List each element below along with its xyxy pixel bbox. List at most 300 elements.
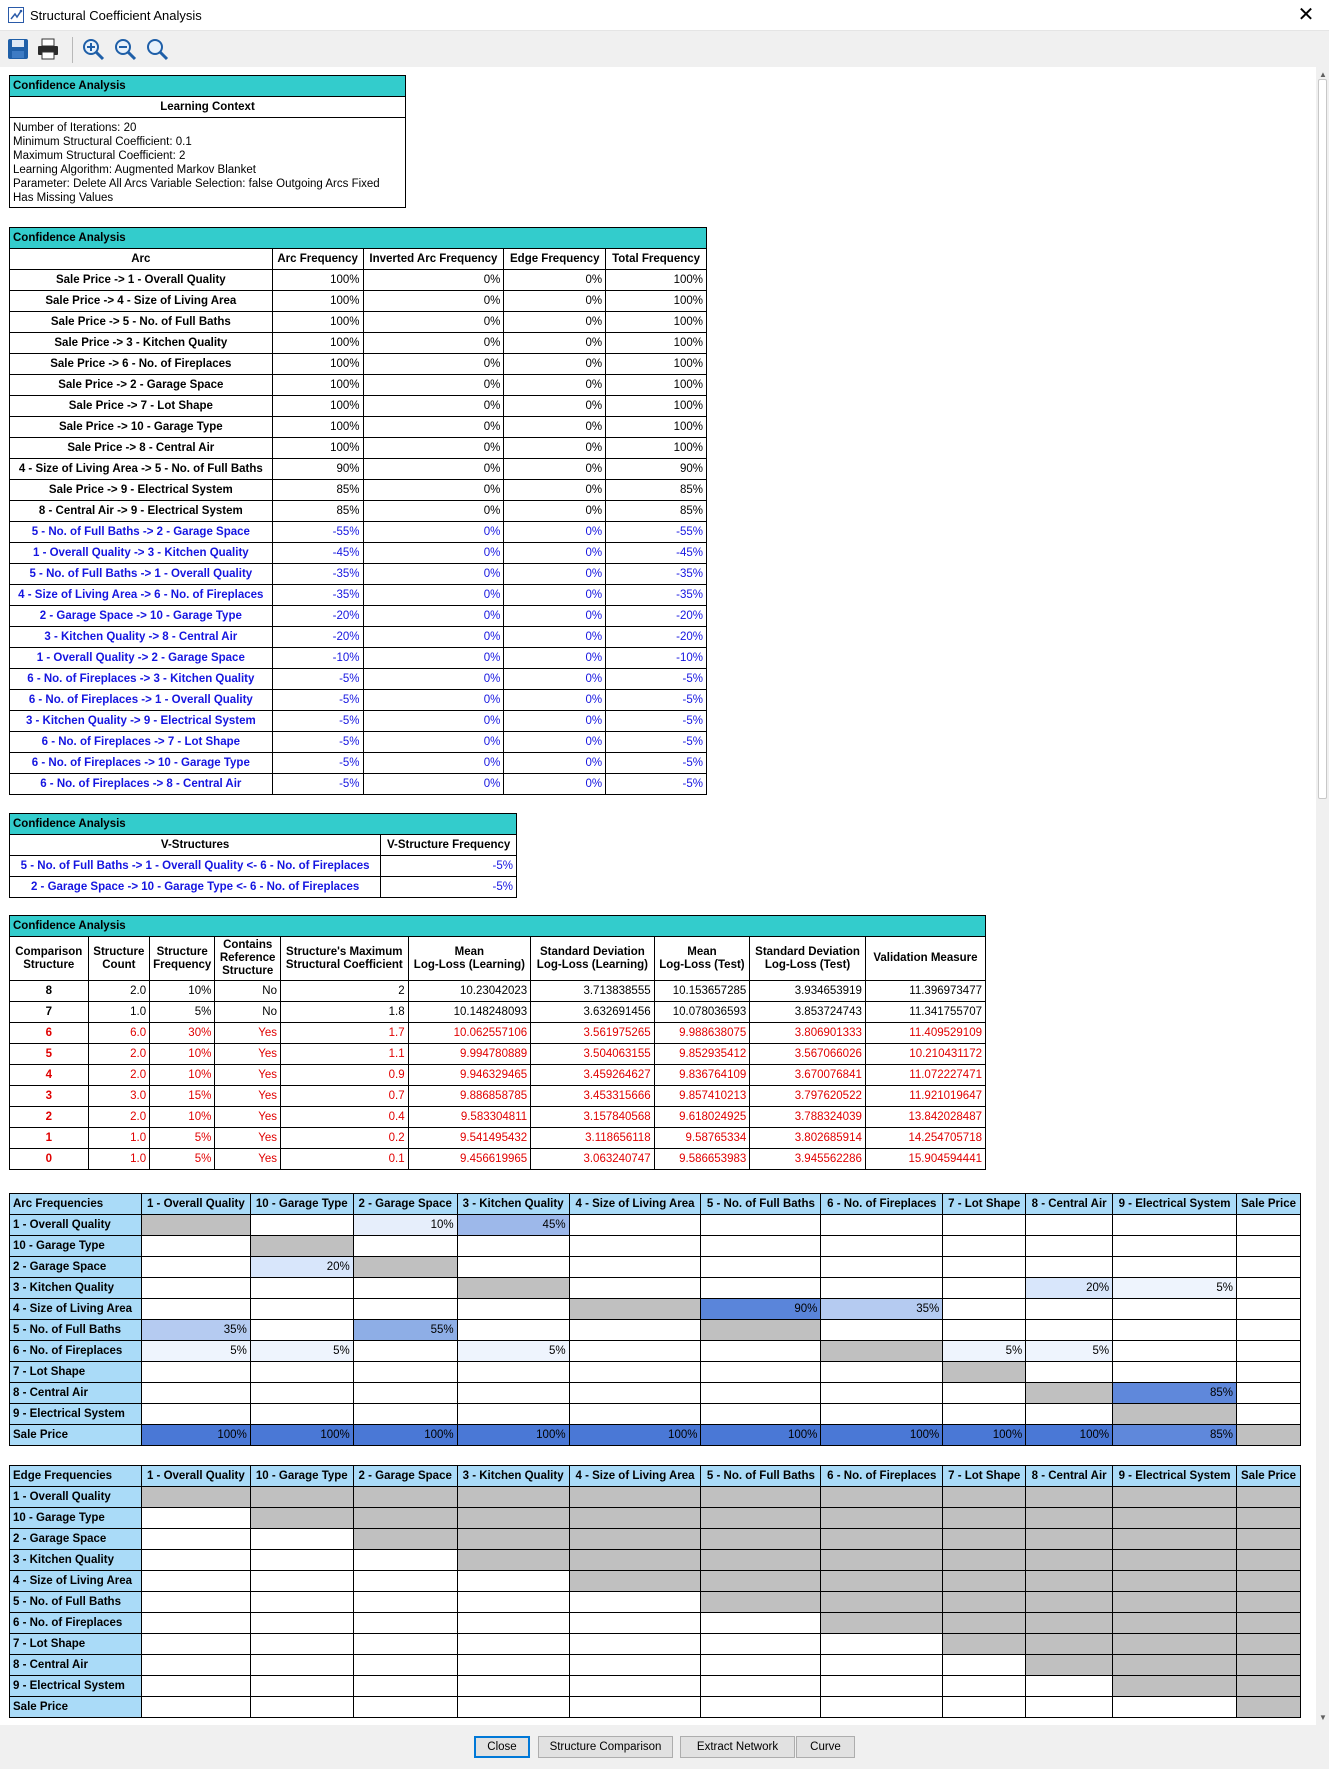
matrix-row xyxy=(10,1613,1301,1634)
matrix-cell xyxy=(821,1571,943,1592)
matrix-cell xyxy=(943,1320,1026,1341)
column-header-line: Log-Loss (Test) xyxy=(764,958,851,971)
total-frequency: -35% xyxy=(606,564,707,585)
total-frequency: -10% xyxy=(606,648,707,669)
matrix-cell xyxy=(821,1676,943,1697)
arc-label: 4 - Size of Living Area -> 6 - No. of Fireplaces xyxy=(10,585,273,606)
matrix-cell xyxy=(353,1592,457,1613)
matrix-column-header: 7 - Lot Shape xyxy=(943,1194,1026,1215)
matrix-cell xyxy=(821,1236,943,1257)
structure-row[interactable] xyxy=(10,981,986,1002)
matrix-cell: 100% xyxy=(943,1425,1026,1446)
arc-row xyxy=(10,480,707,501)
arc-label: Sale Price -> 1 - Overall Quality xyxy=(10,270,273,291)
matrix-cell xyxy=(701,1383,821,1404)
matrix-column-header: 1 - Overall Quality xyxy=(141,1466,250,1487)
zoom-in-icon[interactable] xyxy=(78,34,108,64)
inverted-arc-frequency: 0% xyxy=(363,417,504,438)
arc-row xyxy=(10,732,707,753)
matrix-cell xyxy=(353,1236,457,1257)
arc-label: Sale Price -> 2 - Garage Space xyxy=(10,375,273,396)
matrix-cell xyxy=(821,1613,943,1634)
total-frequency: -35% xyxy=(606,585,707,606)
matrix-cell xyxy=(1236,1215,1300,1236)
structure-row[interactable] xyxy=(10,1128,986,1149)
matrix-column-header: 4 - Size of Living Area xyxy=(569,1194,701,1215)
vertical-scrollbar[interactable] xyxy=(1316,67,1329,1725)
matrix-cell xyxy=(1113,1299,1237,1320)
matrix-cell xyxy=(943,1383,1026,1404)
arc-label: 8 - Central Air -> 9 - Electrical System xyxy=(10,501,273,522)
matrix-cell xyxy=(250,1592,353,1613)
matrix-cell xyxy=(821,1550,943,1571)
column-header-line: Contains xyxy=(223,939,273,951)
arc-confidence-table xyxy=(9,227,707,795)
matrix-row xyxy=(10,1571,1301,1592)
matrix-cell xyxy=(353,1697,457,1718)
arc-frequency: 100% xyxy=(272,354,363,375)
report-area xyxy=(0,67,1316,1725)
structure-cell: 3.063240747 xyxy=(531,1149,654,1170)
inverted-arc-frequency: 0% xyxy=(363,606,504,627)
matrix-cell: 5% xyxy=(943,1341,1026,1362)
matrix-cell xyxy=(943,1613,1026,1634)
column-header xyxy=(10,937,89,981)
matrix-row-label: 10 - Garage Type xyxy=(10,1236,142,1257)
zoom-fit-icon[interactable] xyxy=(142,34,172,64)
matrix-row-label: Sale Price xyxy=(10,1425,142,1446)
context-body xyxy=(10,118,406,208)
matrix-cell xyxy=(141,1278,250,1299)
column-header-line: Reference xyxy=(219,952,276,964)
matrix-cell xyxy=(569,1529,701,1550)
arc-frequency: -35% xyxy=(272,564,363,585)
edge-frequency: 0% xyxy=(504,354,606,375)
structure-row[interactable] xyxy=(10,1149,986,1170)
column-header: Arc xyxy=(10,249,273,270)
matrix-cell xyxy=(821,1362,943,1383)
matrix-cell xyxy=(1026,1508,1113,1529)
matrix-cell xyxy=(1236,1341,1300,1362)
arc-row xyxy=(10,585,707,606)
edge-frequency: 0% xyxy=(504,291,606,312)
matrix-cell xyxy=(1026,1613,1113,1634)
structure-cell: Yes xyxy=(215,1149,281,1170)
matrix-cell: 100% xyxy=(250,1425,353,1446)
matrix-row-label: 1 - Overall Quality xyxy=(10,1487,142,1508)
context-line: Has Missing Values xyxy=(13,192,114,204)
matrix-cell xyxy=(1113,1571,1237,1592)
matrix-cell xyxy=(569,1278,701,1299)
edge-frequency: 0% xyxy=(504,690,606,711)
v-structure-frequency: -5% xyxy=(381,856,517,877)
structure-cell: Yes xyxy=(215,1023,281,1044)
inverted-arc-frequency: 0% xyxy=(363,732,504,753)
matrix-cell xyxy=(141,1613,250,1634)
matrix-cell xyxy=(569,1215,701,1236)
matrix-cell xyxy=(1236,1613,1300,1634)
arc-row xyxy=(10,774,707,795)
matrix-row xyxy=(10,1529,1301,1550)
matrix-title: Arc Frequencies xyxy=(10,1194,142,1215)
matrix-cell xyxy=(457,1592,569,1613)
matrix-cell xyxy=(353,1571,457,1592)
matrix-cell xyxy=(1113,1320,1237,1341)
matrix-cell xyxy=(1113,1613,1237,1634)
structure-row[interactable] xyxy=(10,1002,986,1023)
matrix-cell xyxy=(569,1676,701,1697)
matrix-cell xyxy=(457,1257,569,1278)
edge-frequency: 0% xyxy=(504,648,606,669)
column-header-line: Count xyxy=(102,958,136,971)
inverted-arc-frequency: 0% xyxy=(363,774,504,795)
matrix-cell: 100% xyxy=(353,1425,457,1446)
matrix-title: Edge Frequencies xyxy=(10,1466,142,1487)
arc-frequency: 100% xyxy=(272,333,363,354)
matrix-row-label: 5 - No. of Full Baths xyxy=(10,1320,142,1341)
matrix-cell xyxy=(1236,1550,1300,1571)
matrix-cell xyxy=(943,1634,1026,1655)
matrix-cell xyxy=(353,1676,457,1697)
matrix-cell xyxy=(943,1529,1026,1550)
matrix-cell xyxy=(250,1320,353,1341)
matrix-cell xyxy=(457,1404,569,1425)
structure-cell: 15.904594441 xyxy=(865,1149,985,1170)
inverted-arc-frequency: 0% xyxy=(363,480,504,501)
matrix-cell: 85% xyxy=(1113,1383,1237,1404)
structure-cell: 11.409529109 xyxy=(865,1023,985,1044)
arc-row xyxy=(10,291,707,312)
matrix-cell xyxy=(943,1215,1026,1236)
structure-cell: Yes xyxy=(215,1086,281,1107)
matrix-cell xyxy=(457,1550,569,1571)
learning-context-table xyxy=(9,75,406,208)
total-frequency: 100% xyxy=(606,438,707,459)
matrix-row-label: 6 - No. of Fireplaces xyxy=(10,1613,142,1634)
structure-cell: 3.632691456 xyxy=(531,1002,654,1023)
structure-cell: 13.842028487 xyxy=(865,1107,985,1128)
matrix-row-label: 8 - Central Air xyxy=(10,1383,142,1404)
matrix-cell xyxy=(943,1676,1026,1697)
structure-cell: 1.7 xyxy=(281,1023,409,1044)
print-icon[interactable] xyxy=(33,34,63,64)
scroll-up-icon[interactable]: ▲ xyxy=(1319,70,1327,79)
arc-row xyxy=(10,438,707,459)
structure-cell: 3.453315666 xyxy=(531,1086,654,1107)
matrix-cell xyxy=(457,1697,569,1718)
structure-cell: 5% xyxy=(150,1128,215,1149)
matrix-cell xyxy=(943,1278,1026,1299)
matrix-column-header: 3 - Kitchen Quality xyxy=(457,1466,569,1487)
matrix-cell xyxy=(1113,1257,1237,1278)
matrix-row xyxy=(10,1592,1301,1613)
matrix-column-header: 8 - Central Air xyxy=(1026,1194,1113,1215)
matrix-cell xyxy=(1236,1697,1300,1718)
arc-row xyxy=(10,459,707,480)
matrix-row xyxy=(10,1550,1301,1571)
matrix-cell xyxy=(1113,1697,1237,1718)
matrix-cell xyxy=(353,1278,457,1299)
matrix-row-label: 7 - Lot Shape xyxy=(10,1362,142,1383)
arc-label: Sale Price -> 8 - Central Air xyxy=(10,438,273,459)
edge-frequency: 0% xyxy=(504,732,606,753)
arc-row xyxy=(10,333,707,354)
structure-row[interactable] xyxy=(10,1023,986,1044)
matrix-column-header: 5 - No. of Full Baths xyxy=(701,1194,821,1215)
zoom-out-icon[interactable] xyxy=(110,34,140,64)
structure-cell: 10.078036593 xyxy=(654,1002,750,1023)
inverted-arc-frequency: 0% xyxy=(363,501,504,522)
edge-frequency: 0% xyxy=(504,669,606,690)
edge-frequency: 0% xyxy=(504,438,606,459)
column-header xyxy=(88,937,150,981)
matrix-cell xyxy=(141,1571,250,1592)
edge-frequency: 0% xyxy=(504,543,606,564)
edge-frequency: 0% xyxy=(504,753,606,774)
arc-label: 6 - No. of Fireplaces -> 8 - Central Air xyxy=(10,774,273,795)
matrix-cell xyxy=(701,1487,821,1508)
inverted-arc-frequency: 0% xyxy=(363,333,504,354)
matrix-cell: 35% xyxy=(821,1299,943,1320)
edge-frequency: 0% xyxy=(504,480,606,501)
total-frequency: -5% xyxy=(606,669,707,690)
matrix-row-label: 7 - Lot Shape xyxy=(10,1634,142,1655)
arc-frequency: -5% xyxy=(272,669,363,690)
matrix-cell xyxy=(250,1404,353,1425)
matrix-cell xyxy=(353,1634,457,1655)
matrix-cell: 35% xyxy=(141,1320,250,1341)
matrix-cell xyxy=(1113,1655,1237,1676)
total-frequency: -55% xyxy=(606,522,707,543)
matrix-column-header: 4 - Size of Living Area xyxy=(569,1466,701,1487)
matrix-cell xyxy=(1236,1383,1300,1404)
matrix-cell xyxy=(250,1383,353,1404)
v-structure-row xyxy=(10,856,517,877)
total-frequency: 85% xyxy=(606,480,707,501)
scrollbar-thumb[interactable] xyxy=(1318,79,1327,799)
matrix-cell: 5% xyxy=(457,1341,569,1362)
context-line: Parameter: Delete All Arcs Variable Selection: false Outgoing Arcs Fixed xyxy=(13,178,380,190)
arc-row xyxy=(10,501,707,522)
arc-label: Sale Price -> 9 - Electrical System xyxy=(10,480,273,501)
matrix-cell xyxy=(701,1613,821,1634)
matrix-cell xyxy=(1026,1404,1113,1425)
matrix-cell xyxy=(701,1404,821,1425)
matrix-cell xyxy=(701,1362,821,1383)
structure-cell: 10.062557106 xyxy=(408,1023,531,1044)
section-title: Confidence Analysis xyxy=(10,814,517,835)
arc-row xyxy=(10,354,707,375)
inverted-arc-frequency: 0% xyxy=(363,354,504,375)
structure-comparison-button[interactable]: Structure Comparison xyxy=(538,1736,673,1758)
extract-network-button[interactable]: Extract Network xyxy=(680,1736,795,1758)
structure-cell: 7 xyxy=(10,1002,89,1023)
save-icon[interactable] xyxy=(3,34,33,64)
matrix-cell xyxy=(141,1592,250,1613)
matrix-cell xyxy=(1026,1697,1113,1718)
matrix-row xyxy=(10,1257,1301,1278)
matrix-cell xyxy=(943,1404,1026,1425)
matrix-cell xyxy=(821,1529,943,1550)
matrix-column-header: 10 - Garage Type xyxy=(250,1466,353,1487)
matrix-cell xyxy=(353,1613,457,1634)
matrix-cell xyxy=(250,1299,353,1320)
arc-label: Sale Price -> 3 - Kitchen Quality xyxy=(10,333,273,354)
arc-row xyxy=(10,396,707,417)
matrix-cell xyxy=(1026,1383,1113,1404)
matrix-cell: 5% xyxy=(250,1341,353,1362)
inverted-arc-frequency: 0% xyxy=(363,585,504,606)
matrix-row-label: 3 - Kitchen Quality xyxy=(10,1278,142,1299)
matrix-cell: 20% xyxy=(1026,1278,1113,1299)
matrix-cell xyxy=(141,1236,250,1257)
structure-cell: 9.541495432 xyxy=(408,1128,531,1149)
matrix-cell xyxy=(943,1362,1026,1383)
matrix-cell xyxy=(1026,1299,1113,1320)
matrix-cell xyxy=(701,1634,821,1655)
matrix-column-header: 7 - Lot Shape xyxy=(943,1466,1026,1487)
matrix-cell xyxy=(1236,1508,1300,1529)
inverted-arc-frequency: 0% xyxy=(363,270,504,291)
matrix-cell xyxy=(701,1655,821,1676)
total-frequency: 100% xyxy=(606,312,707,333)
matrix-cell xyxy=(569,1487,701,1508)
matrix-cell xyxy=(701,1341,821,1362)
matrix-cell xyxy=(457,1529,569,1550)
curve-button[interactable]: Curve xyxy=(796,1736,855,1758)
edge-frequency: 0% xyxy=(504,774,606,795)
matrix-cell xyxy=(353,1550,457,1571)
matrix-row xyxy=(10,1278,1301,1299)
structure-row[interactable] xyxy=(10,1107,986,1128)
edge-frequency: 0% xyxy=(504,333,606,354)
inverted-arc-frequency: 0% xyxy=(363,522,504,543)
matrix-cell xyxy=(943,1550,1026,1571)
column-header xyxy=(408,937,531,981)
column-header-line: Standard Deviation xyxy=(539,945,645,958)
total-frequency: -5% xyxy=(606,690,707,711)
total-frequency: 100% xyxy=(606,354,707,375)
matrix-cell xyxy=(1026,1571,1113,1592)
matrix-column-header: 6 - No. of Fireplaces xyxy=(821,1194,943,1215)
matrix-cell xyxy=(943,1257,1026,1278)
matrix-row xyxy=(10,1425,1301,1446)
matrix-cell xyxy=(821,1404,943,1425)
matrix-cell xyxy=(1113,1404,1237,1425)
matrix-cell: 5% xyxy=(1113,1278,1237,1299)
matrix-row-label: 9 - Electrical System xyxy=(10,1404,142,1425)
context-line: Learning Algorithm: Augmented Markov Blanket xyxy=(13,164,256,176)
v-structure-label: 5 - No. of Full Baths -> 1 - Overall Quality <- 6 - No. of Fireplaces xyxy=(10,856,381,877)
structure-cell: 10.210431172 xyxy=(865,1044,985,1065)
column-header-line: Log-Loss (Test) xyxy=(659,958,745,971)
matrix-column-header: 5 - No. of Full Baths xyxy=(701,1466,821,1487)
structure-cell: 2 xyxy=(10,1107,89,1128)
matrix-cell xyxy=(1026,1634,1113,1655)
structure-cell: 10.148248093 xyxy=(408,1002,531,1023)
edge-frequency: 0% xyxy=(504,417,606,438)
structure-cell: 1 xyxy=(10,1128,89,1149)
column-header-line: Structural Coefficient xyxy=(285,958,403,971)
column-header xyxy=(531,937,654,981)
column-header-line: Validation Measure xyxy=(873,952,978,964)
matrix-row xyxy=(10,1655,1301,1676)
structure-row[interactable] xyxy=(10,1065,986,1086)
matrix-cell xyxy=(1236,1655,1300,1676)
matrix-cell xyxy=(1236,1634,1300,1655)
structure-row[interactable] xyxy=(10,1086,986,1107)
column-header-line: Structure xyxy=(222,965,274,977)
window-title: Structural Coefficient Analysis xyxy=(30,8,202,23)
edge-frequency: 0% xyxy=(504,606,606,627)
structure-cell: 6 xyxy=(10,1023,89,1044)
matrix-cell xyxy=(141,1257,250,1278)
column-header: Edge Frequency xyxy=(504,249,606,270)
matrix-cell xyxy=(353,1508,457,1529)
matrix-cell xyxy=(141,1487,250,1508)
structure-cell: 9.852935412 xyxy=(654,1044,750,1065)
total-frequency: -45% xyxy=(606,543,707,564)
structure-cell: 15% xyxy=(150,1086,215,1107)
matrix-cell: 45% xyxy=(457,1215,569,1236)
structure-cell: No xyxy=(215,1002,281,1023)
arc-label: Sale Price -> 5 - No. of Full Baths xyxy=(10,312,273,333)
matrix-cell xyxy=(250,1550,353,1571)
matrix-cell xyxy=(353,1404,457,1425)
column-header-line: Standard Deviation xyxy=(755,945,860,958)
structure-cell: 1.0 xyxy=(88,1149,150,1170)
matrix-cell xyxy=(141,1655,250,1676)
matrix-cell xyxy=(353,1529,457,1550)
structure-row[interactable] xyxy=(10,1044,986,1065)
close-icon[interactable]: ✕ xyxy=(1297,4,1315,26)
edge-frequency: 0% xyxy=(504,522,606,543)
matrix-cell xyxy=(1026,1655,1113,1676)
column-header: Arc Frequency xyxy=(272,249,363,270)
matrix-cell xyxy=(821,1655,943,1676)
close-button[interactable]: Close xyxy=(474,1736,530,1758)
section-title: Confidence Analysis xyxy=(10,76,406,97)
matrix-cell xyxy=(701,1257,821,1278)
matrix-cell xyxy=(141,1529,250,1550)
arc-frequency: -20% xyxy=(272,606,363,627)
matrix-cell xyxy=(701,1571,821,1592)
structure-cell: 9.456619965 xyxy=(408,1149,531,1170)
matrix-row xyxy=(10,1362,1301,1383)
structure-cell: 3.797620522 xyxy=(750,1086,866,1107)
matrix-header-row xyxy=(10,1194,1301,1215)
total-frequency: 100% xyxy=(606,333,707,354)
matrix-cell xyxy=(569,1362,701,1383)
matrix-row-label: 2 - Garage Space xyxy=(10,1529,142,1550)
matrix-cell xyxy=(1026,1257,1113,1278)
structure-cell: 8 xyxy=(10,981,89,1002)
structure-cell: 10.23042023 xyxy=(408,981,531,1002)
matrix-column-header: 9 - Electrical System xyxy=(1113,1466,1237,1487)
matrix-cell xyxy=(821,1383,943,1404)
column-header-line: Mean xyxy=(687,945,717,958)
structure-cell: 9.583304811 xyxy=(408,1107,531,1128)
matrix-column-header: 1 - Overall Quality xyxy=(141,1194,250,1215)
matrix-cell xyxy=(353,1383,457,1404)
structure-cell: 1.1 xyxy=(281,1044,409,1065)
total-frequency: -20% xyxy=(606,627,707,648)
matrix-cell xyxy=(569,1383,701,1404)
edge-frequency: 0% xyxy=(504,270,606,291)
inverted-arc-frequency: 0% xyxy=(363,396,504,417)
inverted-arc-frequency: 0% xyxy=(363,648,504,669)
scroll-down-icon[interactable]: ▼ xyxy=(1319,1713,1327,1722)
